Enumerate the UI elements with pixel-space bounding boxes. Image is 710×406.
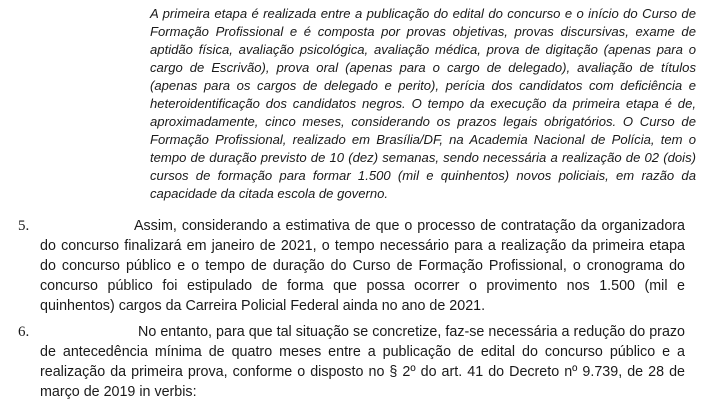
- quoted-excerpt: A primeira etapa é realizada entre a publicação do edital do concurso e o início do Curso de Formação Profissional e é composta por provas objetivas, provas discursivas, exame de aptidão física, avaliação psicológica, avaliação médica, prova de digitação (apenas para o cargo de Escrivão), prova oral (apenas para o cargo de delegado), avaliação de títulos (apenas para os cargos de delegado e perito), perícia dos candidatos com deficiência e heteroidentificação dos candidatos negros. O tempo da execução da primeira etapa é de, aproximadamente, cinco meses, considerando os prazos legais obrigatórios. O Curso de Formação Profissional, realizado em Brasília/DF, na Academia Nacional de Polícia, tem o tempo de duração previsto de 10 (dez) semanas, sendo necessária a realização de 02 (dois) cursos de formação para formar 1.500 (mil e quinhentos) novos policiais, em razão da capacidade da citada escola de governo.: [150, 6, 696, 201]
- paragraph-number: 5.: [18, 218, 30, 234]
- paragraph-text: No entanto, para que tal situação se concretize, faz-se necessária a redução do prazo de antecedência mínima de quatro meses entre a publicação de edital do concurso público e a realização da primeira prova, conforme o disposto no § 2º do art. 41 do Decreto nº 9.739, de 28 de março de 2019 in verbis:: [40, 324, 685, 400]
- paragraph-text: Assim, considerando a estimativa de que o processo de contratação da organizadora do concurso finalizará em janeiro de 2021, o tempo necessário para a realização da primeira etapa do concurso público e o tempo de duração do Curso de Formação Profissional, o cronograma do concurso público foi estipulado de forma que possa ocorrer o provimento nos 1.500 (mil e quinhentos) cargos da Carreira Policial Federal ainda no ano de 2021.: [40, 218, 685, 314]
- paragraph-number: 6.: [18, 324, 30, 340]
